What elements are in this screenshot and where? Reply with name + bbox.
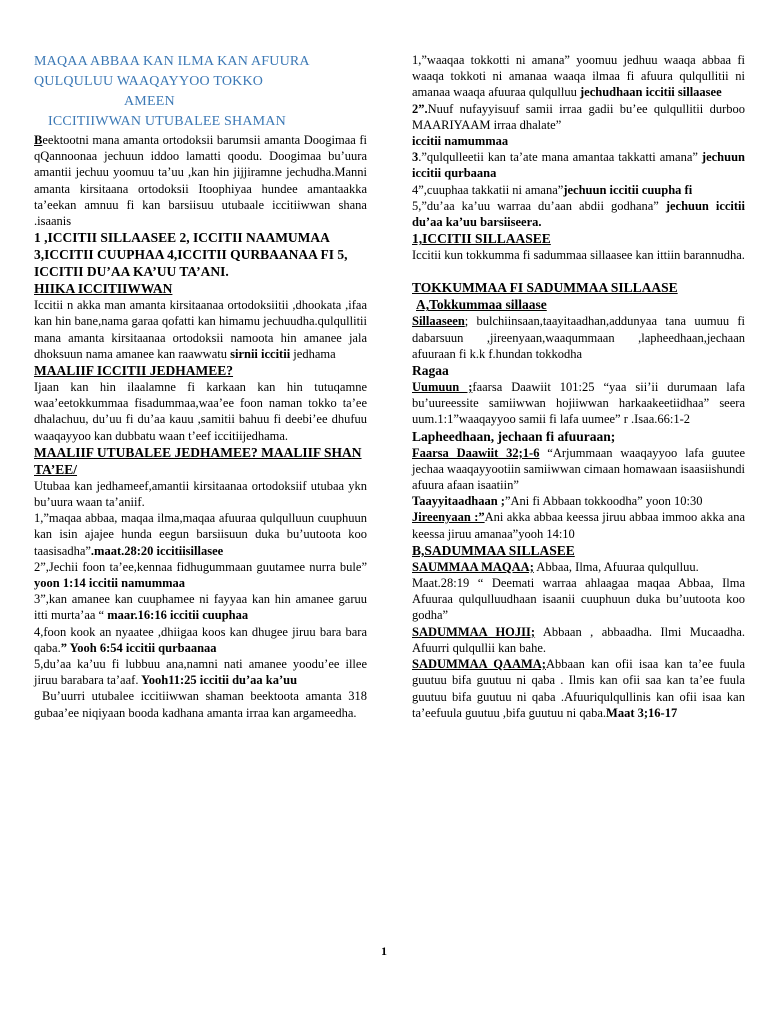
title-line-1: MAQAA ABBAA KAN ILMA KAN AFUURA bbox=[34, 54, 310, 69]
hiika-tail: jedhama bbox=[293, 346, 336, 361]
creed-5-bold: jechuun iccitii du’aa ka’uu barsiiseera. bbox=[412, 198, 746, 230]
verse-3 bbox=[34, 591, 367, 623]
page-number: 1 bbox=[381, 944, 387, 958]
title-line-4: ICCITIIWWAN UTUBALEE SHAMAN bbox=[48, 114, 286, 129]
uumuun-text: faarsa Daawiit 101:25 “yaa sii’ii durumaan lafa bu’uureessite samiiwwan hojiiwwan harkaakeetiidhaa” seera uum.1:1”waaqayyoo samii fi lafa uumee” r .Isaa.66:1-2 bbox=[412, 380, 745, 427]
creed-1-text: 1,”waaqaa tokkotti ni amana” yoomuu jedhuu waaqa abbaa fi waaqa tokkoti ni amanaa waaqa ilmaa fi afuura qulqullitii ni amanaa waaqa afuuraa qulqulluu bbox=[412, 53, 745, 100]
hojii-paragraph bbox=[412, 624, 745, 656]
qaama-ref: Maat 3;16-17 bbox=[606, 705, 678, 720]
jir-label: Jireenyaan :” bbox=[412, 510, 485, 525]
saummaa-text: Abbaa, Ilma, Afuuraa qulqulluu. bbox=[533, 559, 699, 574]
saummaa-label: SAUMMAA MAQAA; bbox=[412, 559, 534, 574]
maaliif-iccitii-text: Ijaan kan hin ilaalamne fi karkaan kan hin tutuqamne waa’eetokkummaa fisadummaa,waa’ee foon naman tokko ta’ee dhalachuu, du’uu fi du’aa kauu ,samitii bahuu fi deebi’ee dhufuu waaqayyoo kan dubbatu waan t’eef iccitiijedhama. bbox=[34, 380, 367, 443]
faarsa-paragraph bbox=[412, 445, 745, 494]
maat-paragraph: Maat.28:19 “ Deemati warraa ahlaagaa maqaa Abbaa, Ilma Afuuraa qulqulluudhaan isaanii cuuphuun duka bu’uutoota koo godha” bbox=[412, 576, 745, 623]
left-column bbox=[34, 52, 367, 721]
creed-2 bbox=[412, 101, 745, 150]
taay-label: Taayyitaadhaan ; bbox=[412, 494, 505, 509]
qaama-paragraph bbox=[412, 656, 745, 721]
faarsa-label: Faarsa Daawiit 32;1-6 bbox=[412, 445, 540, 460]
creed-4 bbox=[412, 182, 745, 198]
ragaa-heading: Ragaa bbox=[412, 363, 449, 379]
tokkummaa-heading: TOKKUMMAA FI SADUMMAA SILLAASE bbox=[412, 280, 678, 296]
document-title bbox=[34, 52, 367, 132]
verse-4-ref: ” Yooh 6:54 iccitii qurbaanaa bbox=[60, 640, 217, 655]
verse-1-ref: .maat.28:20 iccitiisillasee bbox=[90, 543, 224, 558]
maaliif-iccitii-heading: MAALIIF ICCITII JEDHAMEE? bbox=[34, 363, 234, 379]
taay-paragraph bbox=[412, 493, 745, 509]
creed-5-text: 5,”du’aa ka’uu warraa du’aan abdii godhana” bbox=[412, 198, 659, 213]
faarsa-text: “Arjummaan waaqayyoo lafa guutee jechaa waaqayyootiin samiiwwan cimaan homawaan isaasiishundi afuura afaan isaatiin” bbox=[412, 445, 745, 493]
creed-3-num: 3 bbox=[412, 150, 419, 165]
jir-paragraph bbox=[412, 509, 745, 541]
qaama-text: Abbaan kan ofii isaa kan ta’ee fuula guutuu bifa guutuu ni qaba . Ilmis kan ofii saa kan ta’ee fuula guutuu bifa guutuu ni qaba .Afuuriqulqullinis kan ofii isaa kan ta’eefuula guutuu ,bifa guutuu ni qaba. bbox=[412, 657, 745, 720]
creed-2-num: 2”. bbox=[412, 101, 428, 116]
title-line-3: AMEEN bbox=[124, 94, 175, 109]
verse-3-ref: maar.16:16 iccitii cuuphaa bbox=[104, 608, 249, 623]
sillaaseen-label: Sillaaseen bbox=[412, 314, 465, 329]
intro-paragraph bbox=[34, 132, 367, 229]
verse-5 bbox=[34, 656, 367, 688]
creed-3-text: .”qulqulleetii kan ta’ate mana amantaa takkatti amana” bbox=[418, 150, 698, 165]
maaliif-utubalee-text: Utubaa kan jedhameef,amantii kirsitaanaa ortodoksiif utubaa ykn bu’uura waan ta’aniif. bbox=[34, 478, 367, 510]
creed-1 bbox=[412, 52, 745, 101]
verse-1-text: 1,”maqaa abbaa, maqaa ilma,maqaa afuuraa qulqulluun cuuphuun kan isin ajajee hunda eegun barsiisuun duka bu’uutoota koo taasisadha” bbox=[34, 511, 367, 558]
laphee-heading: Lapheedhaan, jechaan fi afuuraan; bbox=[412, 428, 616, 444]
right-column bbox=[412, 52, 745, 721]
sillaasee-heading: 1,ICCITII SILLAASEE bbox=[412, 231, 551, 247]
creed-3 bbox=[412, 149, 745, 181]
creed-1-bold: jechudhaan iccitii sillaasee bbox=[579, 85, 722, 100]
uumuun-label: Uumuun ; bbox=[412, 380, 473, 395]
verse-5-text: 5,du’aa ka’uu fi lubbuu ana,namni nati amanee yoodu’ee illee jiruu barabara ta’aaf. bbox=[34, 657, 367, 688]
hiika-bold: sirnii iccitii bbox=[230, 346, 291, 361]
creed-4-bold: jechuun iccitii cuupha fi bbox=[563, 182, 693, 197]
creed-2-bold: iccitii namummaa bbox=[412, 134, 509, 149]
hojii-text: Abbaan , abbaadha. Ilmi Mucaadha. Afuurri qulqullii kan bahe. bbox=[412, 624, 745, 655]
creed-2-text: Nuuf nufayyisuuf samii irraa gadii bu’ee qulqullitii durboo MAARIYAAM irraa dhalate” bbox=[412, 101, 745, 132]
drop-letter: B bbox=[34, 133, 43, 147]
sillaasee-text: Iccitii kun tokkumma fi sadummaa sillaasee kan ittiin barannudha. bbox=[412, 248, 745, 263]
jir-text: Ani akka abbaa keessa jiruu abbaa immoo akka ana keessa jiruu amanaa”yooh 14:10 bbox=[412, 510, 745, 541]
hiika-paragraph bbox=[34, 297, 367, 362]
hiika-text: Iccitii n akka man amanta kirsitaanaa ortodoksiitii ,dhookata ,ifaa kan hin bane,nama garaa qofatti kan himamu jechuudha.qulqullitii mana amanta kirsitaanaa ortodoksii namoota hin amanee jala dhoksuun nama amanee kan raawwatu bbox=[34, 298, 367, 361]
sub-heading-b: B,SADUMMAA SILLASEE bbox=[412, 542, 575, 558]
taay-text: ”Ani fi Abbaan tokkoodha” yoon 10:30 bbox=[504, 494, 703, 509]
verse-5-ref: Yooh11:25 iccitii du’aa ka’uu bbox=[138, 673, 298, 688]
sillaaseen-paragraph bbox=[412, 313, 745, 362]
creed-5 bbox=[412, 198, 745, 230]
hojii-label: SADUMMAA HOJII; bbox=[412, 624, 536, 639]
verse-2-ref: yoon 1:14 iccitii namummaa bbox=[34, 576, 186, 591]
verse-1 bbox=[34, 510, 367, 559]
iccitii-list-heading: 1 ,ICCITII SILLAASEE 2, ICCITII NAAMUMAA 3,ICCITII CUUPHAA 4,ICCITII QURBAANAA FI 5, ICCITII DU’AA KA’UU TA’ANI. bbox=[34, 230, 348, 280]
verse-2-text: 2”,Jechii foon ta’ee,kennaa fidhugummaan guutamee nurra bule” bbox=[34, 559, 367, 574]
maaliif-utubalee-heading: MAALIIF UTUBALEE JEDHAMEE? MAALIIF SHAN TA’EE/ bbox=[34, 444, 362, 477]
creed-4-text: 4”,cuuphaa takkatii ni amana” bbox=[412, 182, 564, 197]
hiika-heading: HIIKA ICCITIIWWAN bbox=[34, 281, 173, 297]
verse-2 bbox=[34, 559, 367, 591]
closing-paragraph: Bu’uurri utubalee iccitiiwwan shaman beektoota amanta 318 gubaa’ee niqiyaan booda kadhana amanta irraa kan argameedha. bbox=[34, 689, 367, 720]
verse-3-text: 3”,kan amanee kan cuuphamee ni fayyaa kan hin amanee garuu itti murta’aa “ bbox=[34, 592, 367, 623]
title-line-2: QULQULUU WAAQAYYOO TOKKO bbox=[34, 74, 264, 89]
qaama-label: SADUMMAA QAAMA; bbox=[412, 657, 546, 672]
uumuun-paragraph bbox=[412, 379, 745, 428]
intro-text: eektootni mana amanta ortodoksii barumsii amanta Doogimaa fi qQannoonaa jechuun iddoo lamatti qoodu. Doogimaa bu’uura amantii jechuu yoomuu ta’uu ,kan hin jijjiramne jechudha.Manni amanta kirsitaana ortodoksii Itoophiyaa hundee amantaakka ta’eekan amnuu fi kan barsiisuu utubaale iccitiiwwan shana .isaanis bbox=[34, 133, 367, 229]
sub-heading-a: A,Tokkummaa sillaase bbox=[416, 297, 547, 313]
verse-4-text: 4,foon kook an nyaatee ,dhiigaa koos kan dhugee jiruu bara bara qaba. bbox=[34, 624, 367, 655]
verse-4 bbox=[34, 624, 367, 656]
saummaa-paragraph bbox=[412, 559, 745, 575]
sillaaseen-text: ; bulchiinsaan,taayitaadhan,addunyaa tana uumuu fi dabarsuun ,jireenyaan,waaqummaan ,lapheedhaan,jechaan afuuraan fi k.k f.hundan tokkodha bbox=[412, 314, 745, 361]
creed-3-bold: jechuun iccitii qurbaana bbox=[412, 150, 745, 181]
